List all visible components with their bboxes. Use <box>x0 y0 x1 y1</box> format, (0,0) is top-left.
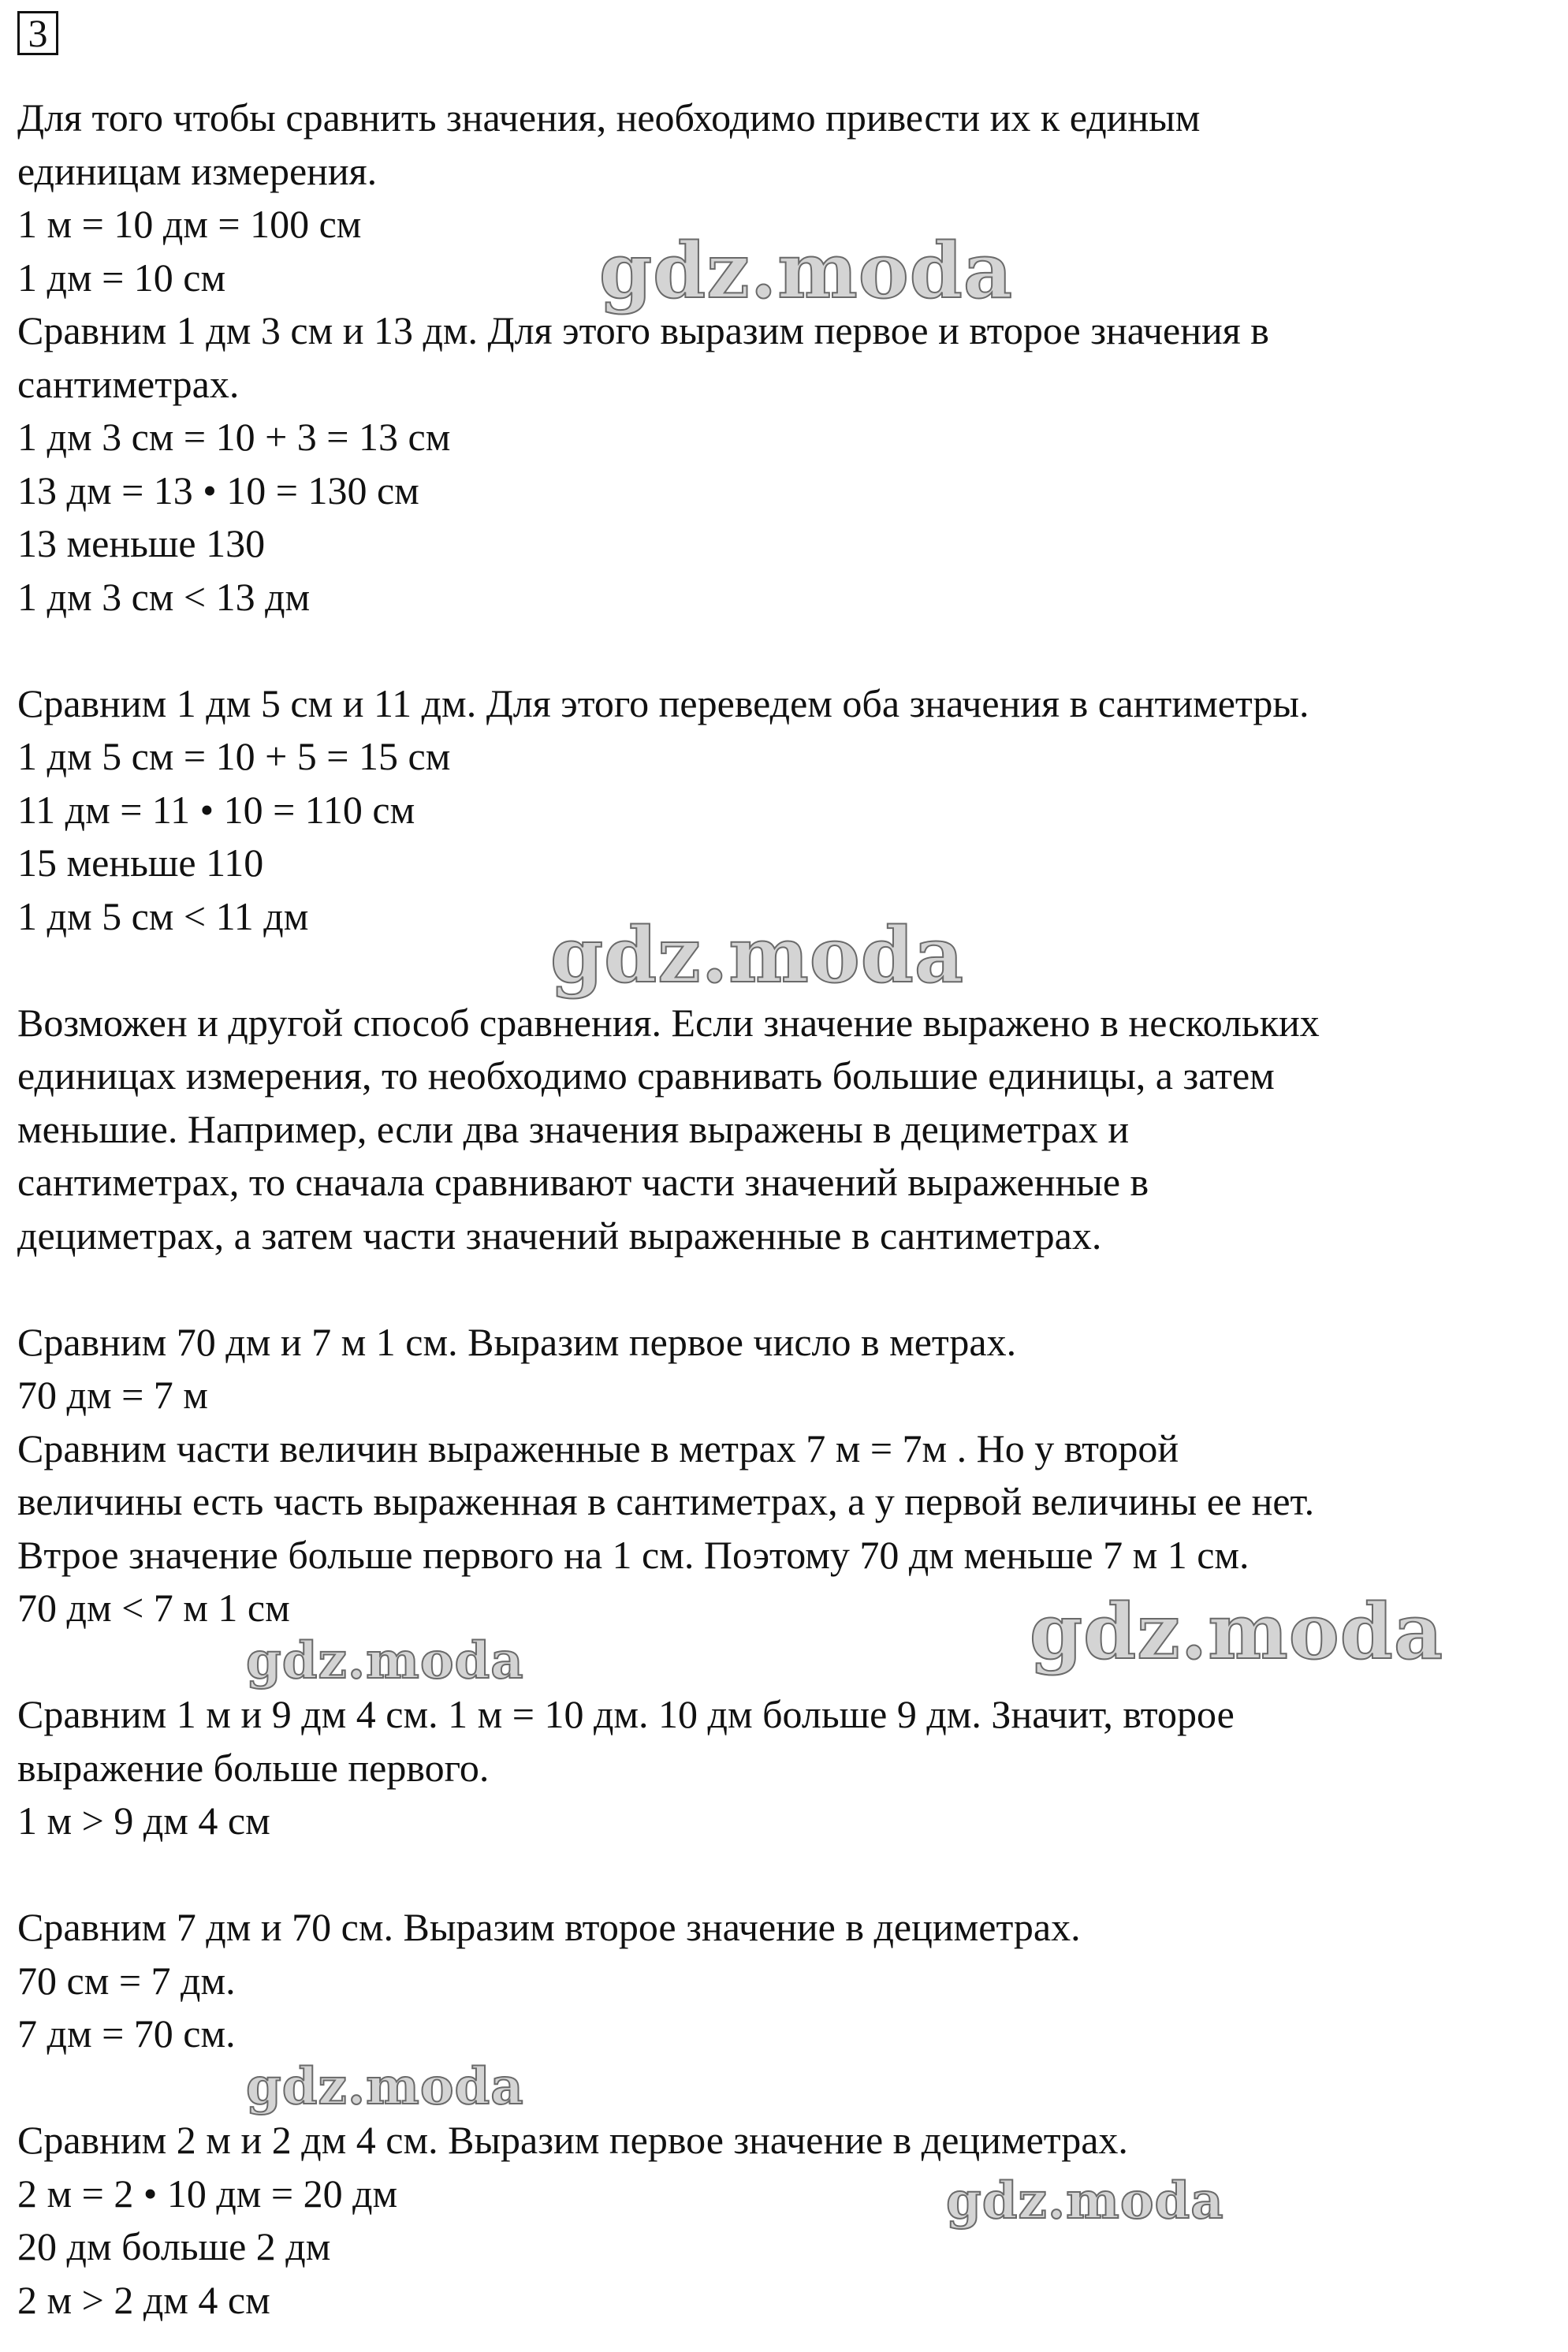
text-line: 1 дм 3 см < 13 дм <box>17 574 311 619</box>
watermark-logo: gdz.moda <box>599 226 1014 315</box>
text-line: 2 м = 2 • 10 дм = 20 дм <box>17 2171 398 2216</box>
text-line: 13 меньше 130 <box>17 521 266 565</box>
solution-text <box>17 91 1555 2327</box>
text-line: Сравним 1 м и 9 дм 4 см. 1 м = 10 дм. 10 дм больше 9 дм. Значит, второе <box>17 1692 1235 1736</box>
text-line: 11 дм = 11 • 10 = 110 см <box>17 787 415 832</box>
text-line: 1 м = 10 дм = 100 см <box>17 202 362 246</box>
text-line: Возможен и другой способ сравнения. Если значение выражено в нескольких <box>17 1000 1320 1045</box>
text-line: 70 см = 7 дм. <box>17 1958 236 2003</box>
task-number-box: 3 <box>17 11 58 55</box>
blank-line <box>17 1848 1555 1902</box>
text-line: 1 дм 3 см = 10 + 3 = 13 см <box>17 415 451 459</box>
blank-line <box>17 2057 1555 2116</box>
watermark-logo: gdz.moda <box>946 2171 1224 2231</box>
blank-line <box>17 1262 1555 1316</box>
text-line: Сравним 1 дм 3 см и 13 дм. Для этого выразим первое и второе значения в <box>17 308 1269 352</box>
watermark-logo: gdz.moda <box>246 2057 524 2116</box>
text-line: 1 дм 5 см < 11 дм <box>17 893 309 938</box>
blank-line <box>17 624 1555 677</box>
text-line: 1 м > 9 дм 4 см <box>17 1798 270 1843</box>
text-line: Втрое значение больше первого на 1 см. Поэтому 70 дм меньше 7 м 1 см. <box>17 1532 1250 1577</box>
watermark-logo: gdz.moda <box>550 911 965 1000</box>
text-line: 20 дм больше 2 дм <box>17 2224 331 2268</box>
text-line: 2 м > 2 дм 4 см <box>17 2277 270 2322</box>
text-line: Сравним 2 м и 2 дм 4 см. Выразим первое значение в дециметрах. <box>17 2118 1128 2162</box>
blank-line <box>17 943 1555 997</box>
text-line: 7 дм = 70 см. <box>17 2011 236 2056</box>
text-line: дециметрах, а затем части значений выраженные в сантиметрах. <box>17 1213 1102 1258</box>
text-line: единицам измерения. <box>17 148 378 193</box>
text-line: Сравним 70 дм и 7 м 1 см. Выразим первое число в метрах. <box>17 1319 1017 1364</box>
text-line: сантиметрах, то сначала сравнивают части значений выраженные в <box>17 1160 1149 1204</box>
text-line: Сравним части величин выраженные в метрах 7 м = 7м . Но у второй <box>17 1426 1179 1470</box>
text-line: 1 дм = 10 см <box>17 255 226 300</box>
text-line: величины есть часть выраженная в сантиметрах, а у первой величины ее нет. <box>17 1479 1315 1523</box>
text-line: Сравним 1 дм 5 см и 11 дм. Для этого переведем оба значения в сантиметры. <box>17 680 1309 725</box>
text-line: выражение больше первого. <box>17 1745 490 1790</box>
text-line: Сравним 7 дм и 70 см. Выразим второе значение в дециметрах. <box>17 1905 1081 1949</box>
text-line: сантиметрах. <box>17 361 240 406</box>
text-line: 15 меньше 110 <box>17 841 264 885</box>
text-line: 13 дм = 13 • 10 = 130 см <box>17 468 419 513</box>
text-line: меньшие. Например, если два значения выражены в дециметрах и <box>17 1106 1130 1151</box>
text-line: 70 дм < 7 м 1 см <box>17 1586 290 1630</box>
text-line: 1 дм 5 см = 10 + 5 = 15 см <box>17 734 451 778</box>
text-line: единицах измерения, то необходимо сравнивать большие единицы, а затем <box>17 1053 1275 1098</box>
watermark-logo: gdz.moda <box>1030 1587 1444 1676</box>
text-line: Для того чтобы сравнить значения, необходимо привести их к единым <box>17 95 1201 140</box>
watermark-logo: gdz.moda <box>246 1631 524 1690</box>
text-line: 70 дм = 7 м <box>17 1373 208 1417</box>
